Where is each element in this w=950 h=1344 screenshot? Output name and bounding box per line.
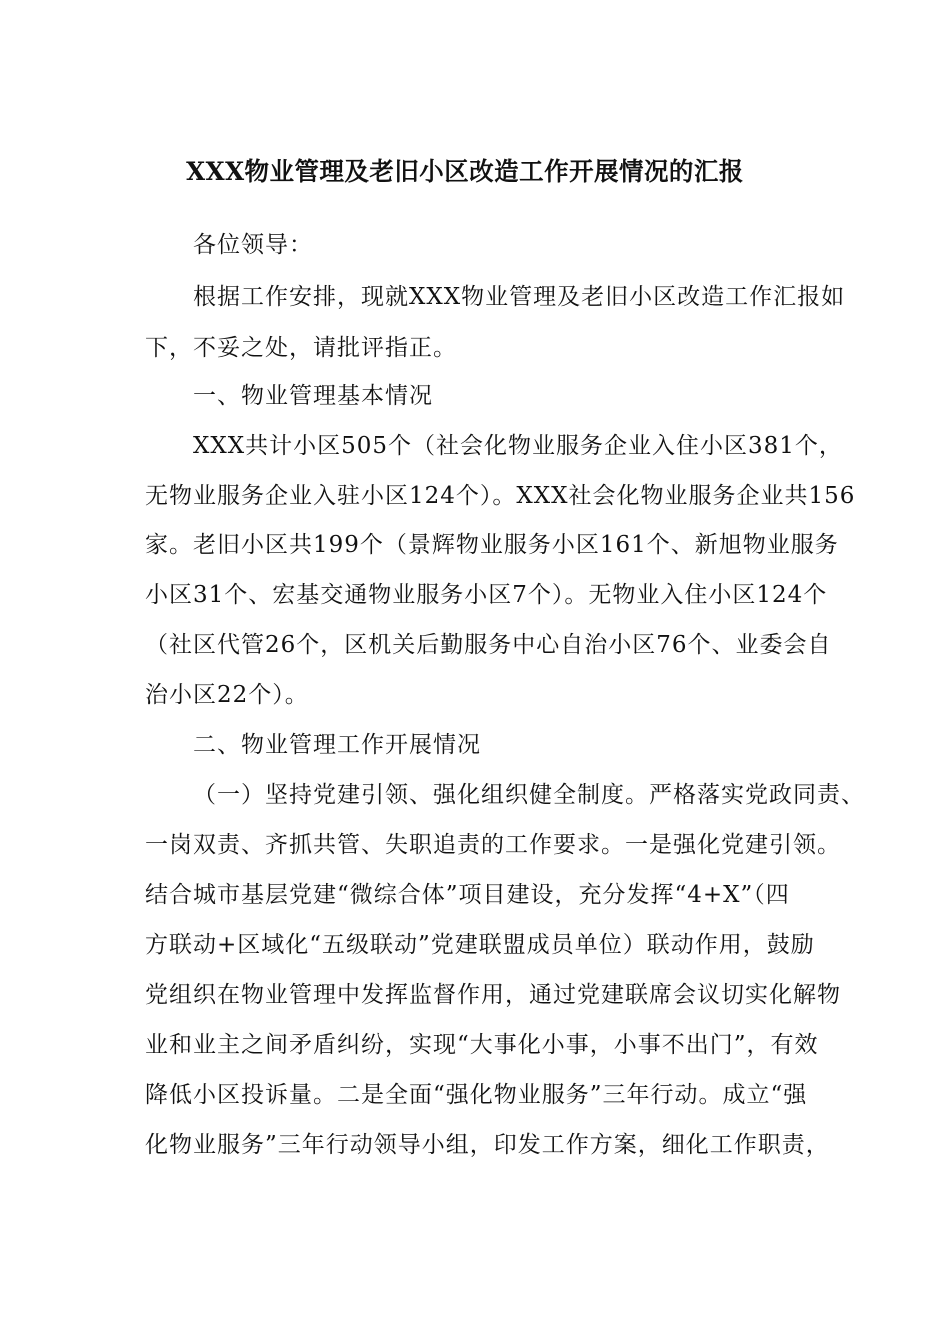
paragraph-line: 下，不妥之处，请批评指正。 [145, 335, 457, 361]
paragraph-line: 化物业服务”三年行动领导小组，印发工作方案，细化工作职责， [145, 1132, 830, 1158]
paragraph-line: 小区31个、宏基交通物业服务小区7个）。无物业入住小区124个 [145, 582, 828, 608]
section-heading: 一、物业管理基本情况 [193, 383, 433, 409]
section-heading: 二、物业管理工作开展情况 [193, 732, 481, 758]
paragraph-line: XXX共计小区505个（社会化物业服务企业入住小区381个， [193, 433, 843, 459]
paragraph-line: 结合城市基层党建“微综合体”项目建设，充分发挥“4+X”（四 [145, 882, 790, 908]
paragraph-line: 业和业主之间矛盾纠纷，实现“大事化小事，小事不出门”，有效 [145, 1032, 819, 1058]
paragraph-line: 家。老旧小区共199个（景辉物业服务小区161个、新旭物业服务 [145, 532, 839, 558]
paragraph-line: 治小区22个）。 [145, 682, 309, 708]
paragraph-line: （一）坚持党建引领、强化组织健全制度。严格落实党政同责、 [193, 782, 865, 808]
paragraph-line: 方联动+区域化“五级联动”党建联盟成员单位）联动作用，鼓励 [145, 932, 815, 958]
paragraph-line: 一岗双责、齐抓共管、失职追责的工作要求。一是强化党建引领。 [145, 832, 841, 858]
paragraph-line: 无物业服务企业入驻小区124个）。XXX社会化物业服务企业共156 [145, 483, 856, 509]
paragraph-line: 降低小区投诉量。二是全面“强化物业服务”三年行动。成立“强 [145, 1082, 808, 1108]
salutation: 各位领导： [193, 232, 313, 258]
document-title: XXX物业管理及老旧小区改造工作开展情况的汇报 [186, 157, 744, 186]
paragraph-line: 根据工作安排，现就XXX物业管理及老旧小区改造工作汇报如 [193, 284, 846, 310]
paragraph-line: （社区代管26个，区机关后勤服务中心自治小区76个、业委会自 [145, 632, 832, 658]
paragraph-line: 党组织在物业管理中发挥监督作用，通过党建联席会议切实化解物 [145, 982, 841, 1008]
